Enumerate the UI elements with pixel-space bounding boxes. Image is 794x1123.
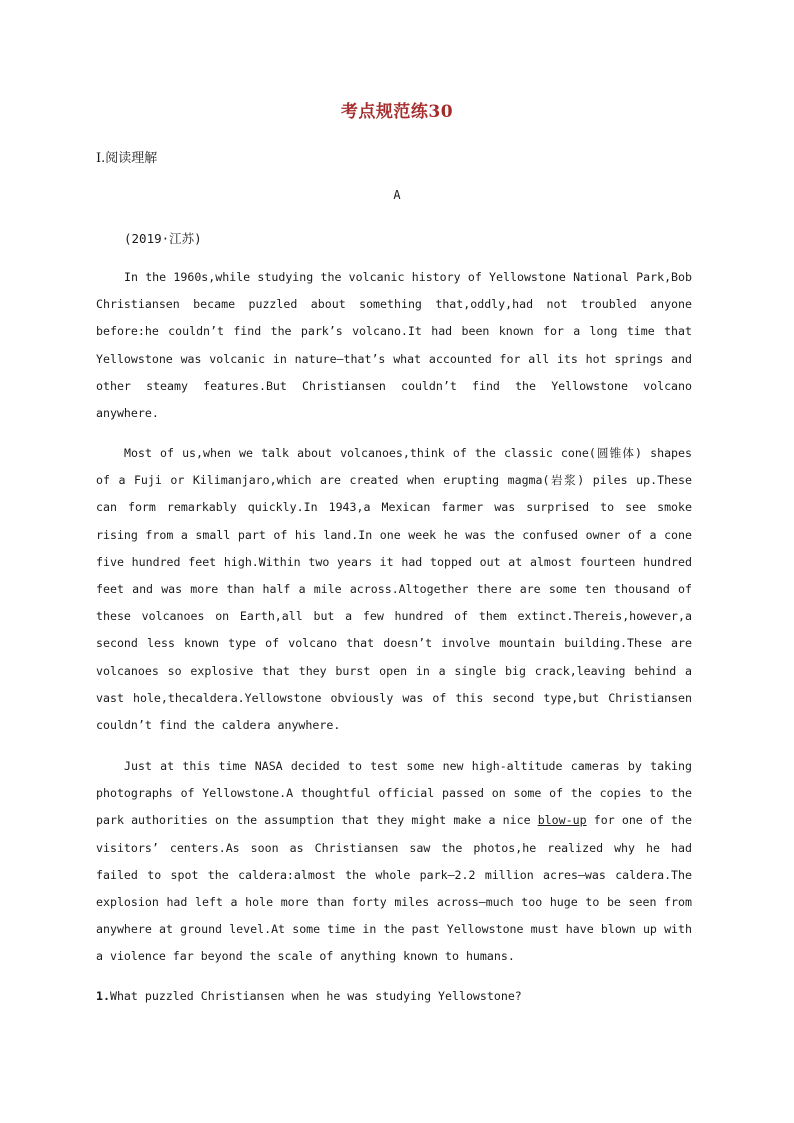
passage-source: (2019·江苏) (124, 231, 202, 246)
page-title: 考点规范练30 (340, 102, 454, 122)
paragraph-1: In the 1960s,while studying the volcanic history of Yellowstone National Park,Bob Christiansen became puzzled about something that,oddly,had not troubled anyone before:he couldn’t find the park’s volcano.It had been known for a long time that Yellowstone was volcanic in nature—that’s what accounted for all its hot springs and other steamy features.But Christiansen couldn’t find the Yellowstone volcano anywhere. (96, 270, 692, 421)
question-text: What puzzled Christiansen when he was studying Yellowstone? (109, 989, 522, 1003)
question-number: 1. (96, 989, 110, 1003)
underlined-word: blow-up (537, 813, 587, 828)
paragraph-3 (96, 753, 692, 971)
question-1 (96, 989, 522, 1003)
paragraph-3-text-a: Just at this time NASA decided to test some new high-altitude cameras by taking photographs of Yellowstone.A thoughtful official passed on some of the copies to the park authorities on the assumption that they might make a nice (96, 759, 692, 828)
passage-letter: A (393, 188, 401, 202)
section-heading: Ⅰ.阅读理解 (96, 151, 158, 166)
paragraph-3-text-b: for one of the visitors’ centers.As soon as Christiansen saw the photos,he realized why he had failed to spot the caldera:almost the whole park—2.2 million acres—was caldera.The explosion had left a hole more than forty miles across—much too huge to be seen from anywhere at ground level.At some time in the past Yellowstone must have blown up with a violence far beyond the scale of anything known to humans. (96, 813, 692, 964)
paragraph-2: Most of us,when we talk about volcanoes,think of the classic cone(圆锥体) shapes of a Fuji or Kilimanjaro,which are created when erupting magma(岩浆) piles up.These can form remarkably quickly.In 1943,a Mexican farmer was surprised to see smoke rising from a small part of his land.In one week he was the confused owner of a cone five hundred feet high.Within two years it had topped out at almost fourteen hundred feet and was more than half a mile across.Altogether there are some ten thousand of these volcanoes on Earth,all but a few hundred of them extinct.Thereis,however,a second less known type of volcano that doesn’t involve mountain building.These are volcanoes so explosive that they burst open in a single big crack,leaving behind a vast hole,thecaldera.Yellowstone obviously was of this second type,but Christiansen couldn’t find the caldera anywhere. (96, 446, 692, 733)
